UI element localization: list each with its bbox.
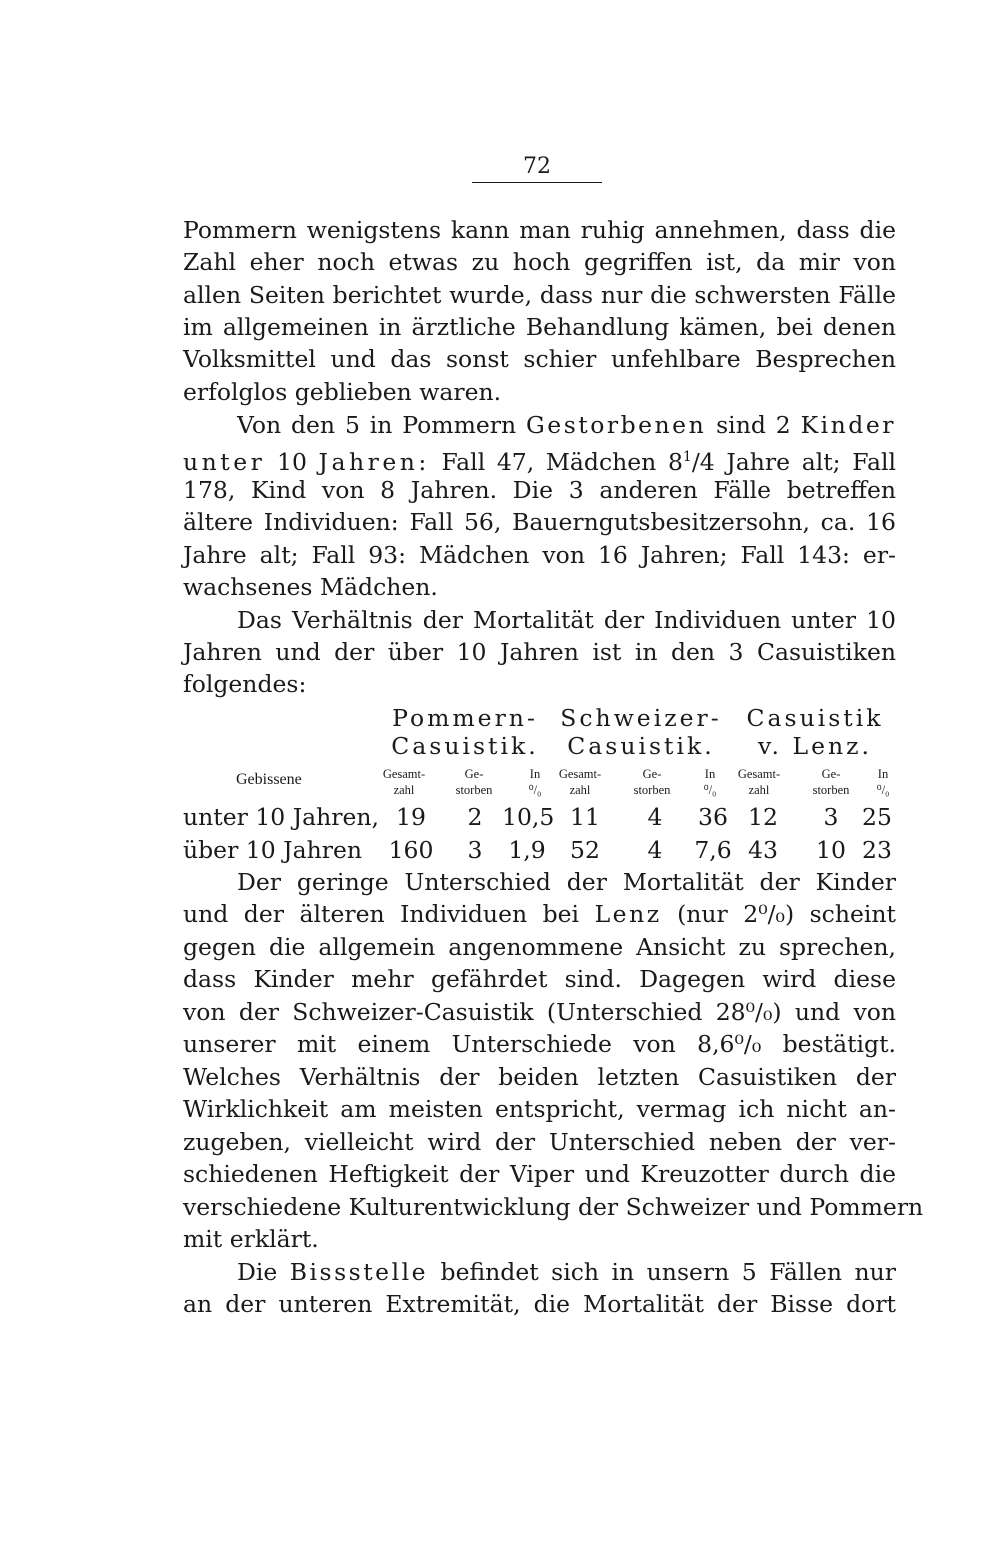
text-line: 178, Kind von 8 Jahren. Die 3 anderen Fälle betreffen (183, 476, 896, 504)
table-cell: 12 (748, 803, 778, 831)
percent-sign: ⁰/₀ (734, 1030, 762, 1058)
column-group-heading: Casuistik. (391, 732, 539, 760)
text-run: Jahre alt; Fall (714, 448, 896, 476)
table-cell: 4 (647, 836, 663, 864)
text-run: ) scheint (784, 900, 896, 928)
text-run: (nur 2 (661, 900, 759, 928)
text-run: sind 2 (706, 411, 801, 439)
sub-header-line: In (529, 767, 541, 781)
percent-sign: ⁰/₀ (758, 900, 785, 928)
table-row-label: unter 10 Jahren, (183, 803, 380, 831)
table-cell: 4 (647, 803, 663, 831)
text-line: folgendes: (183, 670, 307, 698)
fraction-numerator: 1 (682, 449, 692, 465)
table-cell: 7,6 (694, 836, 732, 864)
text-line: schiedenen Heftigkeit der Viper und Kreuzotter durch die (183, 1160, 896, 1188)
sub-header-line: Gesamt- (558, 767, 602, 781)
text-line: Jahre alt; Fall 93: Mädchen von 16 Jahren; Fall 143: er- (183, 541, 896, 569)
sub-header-line: zahl (569, 783, 591, 797)
emphasized-word: Kinder (800, 411, 896, 439)
text-line (183, 996, 896, 1028)
percent-sign: ⁰/₀ (745, 998, 773, 1026)
table-row-label: über 10 Jahren (183, 836, 363, 864)
table-cell: 2 (467, 803, 483, 831)
column-group-heading: Schweizer- (560, 704, 722, 732)
text-line: Pommern wenigstens kann man ruhig annehmen, dass die (183, 216, 896, 244)
sub-header-line: Ge- (642, 767, 662, 781)
table-cell: 19 (396, 803, 426, 831)
text-line: im allgemeinen in ärztliche Behandlung kämen, bei denen (183, 313, 896, 341)
emphasized-word: Gestorbenen (526, 411, 707, 439)
table-cell: 3 (467, 836, 483, 864)
sub-header-line: ⁰/₀ (528, 783, 542, 797)
text-run: Von den 5 in Pommern (237, 411, 527, 439)
column-group-heading: Pommern- (392, 704, 538, 732)
table-cell: 23 (862, 836, 892, 864)
text-line: zugeben, vielleicht wird der Unterschied neben der ver- (183, 1128, 896, 1156)
text-line: wachsenes Mädchen. (183, 573, 438, 601)
text-line (183, 441, 896, 478)
table-cell: 43 (748, 836, 778, 864)
text-line: gegen die allgemein angenommene Ansicht zu sprechen, (183, 933, 896, 961)
sub-header-line: Gesamt- (382, 767, 426, 781)
text-line: erfolglos geblieben waren. (183, 378, 502, 406)
text-run: bestätigt. (761, 1030, 897, 1058)
sub-header (802, 766, 860, 798)
sub-header-line: ⁰/₀ (703, 783, 717, 797)
text-run: befindet sich in unsern 5 Fällen nur (428, 1258, 897, 1286)
text-line: mit erklärt. (183, 1225, 319, 1253)
sub-header-line: storben (455, 783, 493, 797)
sub-header (733, 766, 785, 798)
text-run: Die (237, 1258, 290, 1286)
table-cell: 10,5 (502, 803, 555, 831)
sub-header-line: zahl (748, 783, 770, 797)
sub-header-line: Ge- (464, 767, 484, 781)
text-run: unserer mit einem Unterschiede von 8,6 (183, 1030, 735, 1058)
text-line: verschiedene Kulturentwicklung der Schweizer und Pommern (183, 1193, 924, 1221)
text-line: Das Verhältnis der Mortalität der Individuen unter 10 (237, 606, 896, 634)
table-cell: 10 (816, 836, 846, 864)
table-cell: 3 (823, 803, 839, 831)
text-line: Wirklichkeit am meisten entspricht, vermag ich nicht an- (183, 1095, 896, 1123)
column-group-heading: v. Lenz. (758, 732, 872, 760)
text-line (237, 1256, 896, 1288)
row-header-label: Gebissene (236, 771, 302, 788)
text-line: Zahl eher noch etwas zu hoch gegriffen ist, da mir von (183, 248, 896, 276)
sub-header (520, 766, 550, 798)
text-line: dass Kinder mehr gefährdet sind. Dagegen wird diese (183, 965, 896, 993)
table-cell: 36 (698, 803, 728, 831)
sub-header (445, 766, 503, 798)
emphasized-word: unter (183, 448, 266, 476)
emphasized-word: Lenz (594, 900, 662, 928)
text-run: und der älteren Individuen bei (183, 900, 595, 928)
sub-header-line: ⁰/₀ (876, 783, 890, 797)
table-cell: 52 (570, 836, 600, 864)
sub-header-line: zahl (393, 783, 415, 797)
table-cell: 1,9 (508, 836, 546, 864)
page-number: 72 (523, 154, 551, 179)
sub-header (623, 766, 681, 798)
sub-header (378, 766, 430, 798)
column-group-heading: Casuistik (746, 704, 884, 732)
text-run: von der Schweizer-Casuistik (Unterschied 28 (183, 998, 746, 1026)
text-run: Fall 47, Mädchen 8 (429, 448, 683, 476)
table-cell: 11 (570, 803, 600, 831)
sub-header-line: Ge- (821, 767, 841, 781)
text-line: an der unteren Extremität, die Mortalität der Bisse dort (183, 1290, 896, 1318)
text-line: Jahren und der über 10 Jahren ist in den 3 Casuistiken (183, 638, 896, 666)
page-number-rule (472, 182, 602, 183)
emphasized-word: Jahren: (318, 448, 430, 476)
text-line (183, 898, 896, 930)
emphasized-word: Bissstelle (289, 1258, 429, 1286)
table-cell: 25 (862, 803, 892, 831)
text-line: Der geringe Unterschied der Mortalität der Kinder (237, 868, 896, 896)
text-line: Volksmittel und das sonst schier unfehlbare Besprechen (183, 345, 896, 373)
sub-header-line: storben (633, 783, 671, 797)
text-line: Welches Verhältnis der beiden letzten Casuistiken der (183, 1063, 896, 1091)
sub-header-line: Gesamt- (737, 767, 781, 781)
text-line: ältere Individuen: Fall 56, Bauerngutsbesitzersohn, ca. 16 (183, 508, 896, 536)
sub-header (868, 766, 898, 798)
sub-header-line: In (704, 767, 716, 781)
text-run: ) und von (772, 998, 897, 1026)
fraction-denominator: /4 (691, 448, 715, 476)
table-cell: 160 (388, 836, 434, 864)
sub-header-line: In (877, 767, 889, 781)
text-line (183, 1028, 896, 1060)
text-line: allen Seiten berichtet wurde, dass nur die schwersten Fälle (183, 281, 896, 309)
sub-header (554, 766, 606, 798)
sub-header-line: storben (812, 783, 850, 797)
sub-header (695, 766, 725, 798)
text-run: 10 (265, 448, 319, 476)
column-group-heading: Casuistik. (567, 732, 715, 760)
text-line (237, 409, 896, 441)
